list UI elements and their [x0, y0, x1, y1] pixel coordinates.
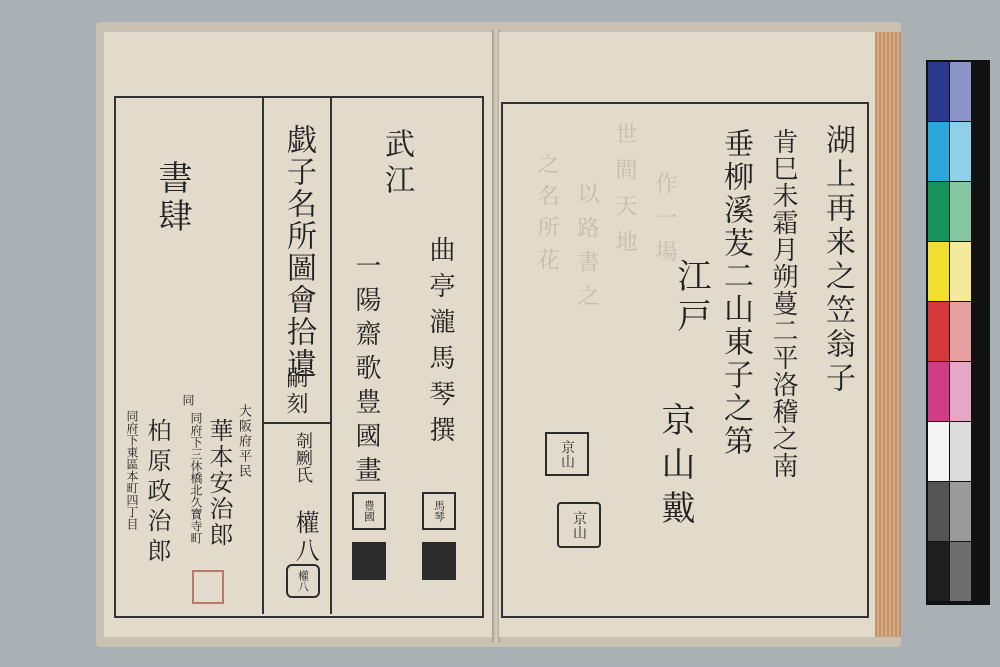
artist-seal: 豊國	[352, 492, 386, 530]
column-divider	[330, 98, 332, 614]
publisher2-prefix: 同	[181, 394, 195, 406]
color-patch	[928, 182, 949, 241]
preface-column: 垂柳溪茇二山東子之第	[718, 128, 753, 458]
color-patch	[928, 482, 949, 541]
publisher1-address2: 同府下三休橋北久寶寺町	[189, 412, 203, 544]
show-through-text: 作一場	[652, 172, 677, 274]
signature: 京山戴	[655, 402, 695, 534]
ownership-seal	[192, 570, 224, 604]
artist-seal-2	[352, 542, 386, 580]
color-patch	[950, 122, 971, 181]
publisher1-name: 華本安治郎	[205, 418, 233, 548]
color-patch	[950, 302, 971, 361]
color-calibration-card	[926, 60, 990, 605]
left-page	[104, 32, 492, 637]
color-patch	[928, 362, 949, 421]
title-block-divider	[262, 422, 332, 424]
color-patch	[928, 242, 949, 301]
open-book	[96, 22, 901, 647]
author-name: 曲亭瀧馬琴撰	[425, 236, 455, 452]
color-patch	[950, 542, 971, 601]
carver-name: 權八	[291, 510, 319, 566]
show-through-text: 世間天地	[612, 122, 637, 266]
show-through-text: 之名所花	[534, 152, 559, 280]
color-patch	[950, 362, 971, 421]
color-patch	[950, 482, 971, 541]
bookseller-label: 書肆	[152, 160, 192, 236]
color-patch	[928, 62, 949, 121]
color-patch	[950, 242, 971, 301]
column-divider	[262, 98, 264, 614]
signature-seal: 京山	[545, 432, 589, 476]
author-seal-2	[422, 542, 456, 580]
edition-note: 嗣刻	[283, 366, 308, 418]
page-edges	[875, 32, 901, 637]
color-patch	[928, 542, 949, 601]
right-page	[499, 32, 875, 637]
carver-label: 剞劂氏	[292, 432, 312, 483]
preface-column: 肯巳未霜月朔蔓二平洛稽之南	[768, 128, 798, 479]
color-patch	[928, 422, 949, 481]
color-patch	[928, 122, 949, 181]
artist-name: 一陽齋歌豊國畫	[351, 252, 381, 490]
signature-seal-2: 京山	[557, 502, 601, 548]
publisher2-name: 柏原政治郎	[143, 418, 171, 568]
author-seal: 馬琴	[422, 492, 456, 530]
publisher1-address: 大阪府平民	[236, 404, 251, 479]
publisher2-address: 同府下東區本町四丁目	[125, 410, 139, 530]
book-title: 戯子名所圖會拾遺	[281, 124, 316, 380]
color-patch	[950, 62, 971, 121]
publisher-place: 武江	[379, 128, 414, 200]
color-patch	[950, 422, 971, 481]
color-patch	[950, 182, 971, 241]
carver-seal: 權八	[286, 564, 320, 598]
show-through-text: 以路書之	[574, 182, 599, 318]
preface-column: 湖上再来之笠翁子	[820, 124, 855, 396]
place-name: 江戸	[671, 258, 711, 338]
color-patch	[928, 302, 949, 361]
